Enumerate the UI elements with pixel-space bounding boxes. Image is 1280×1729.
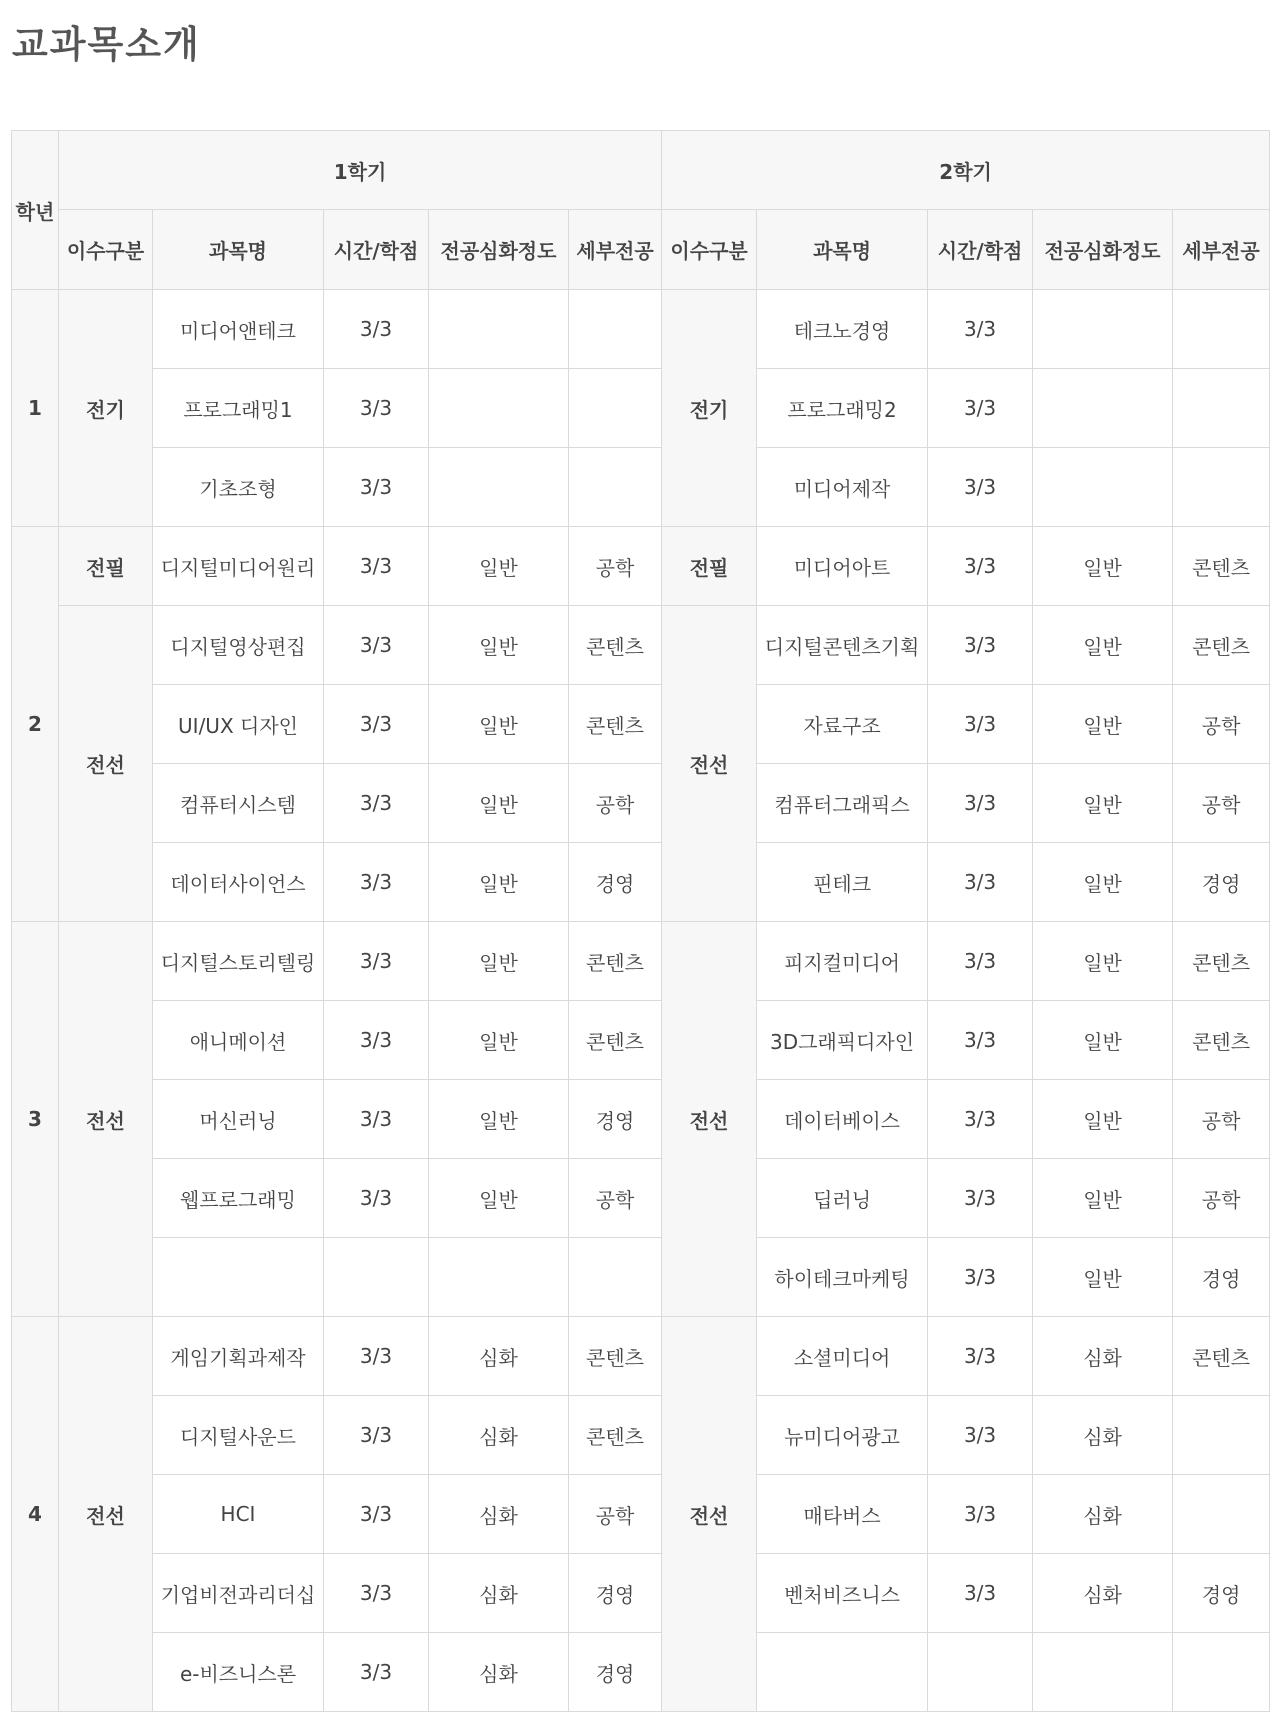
course-name-cell: 소셜미디어 bbox=[757, 1317, 928, 1396]
grade-cell: 3 bbox=[12, 922, 59, 1317]
course-name-cell: 머신러닝 bbox=[153, 1080, 324, 1159]
page-title: 교과목소개 bbox=[12, 23, 201, 66]
course-name-cell: 디지털미디어원리 bbox=[153, 527, 324, 606]
depth-cell: 일반 bbox=[1033, 843, 1173, 922]
credit-cell: 3/3 bbox=[928, 1159, 1033, 1238]
course-name-cell: 컴퓨터그래픽스 bbox=[757, 764, 928, 843]
table-row bbox=[12, 764, 1270, 843]
major-cell: 콘텐츠 bbox=[569, 1396, 662, 1475]
major-cell: 콘텐츠 bbox=[569, 922, 662, 1001]
major-cell: 콘텐츠 bbox=[1173, 527, 1270, 606]
course-name-cell: 데이터사이언스 bbox=[153, 843, 324, 922]
major-cell: 공학 bbox=[569, 1159, 662, 1238]
major-cell: 콘텐츠 bbox=[1173, 1317, 1270, 1396]
col-header-credit: 시간/학점 bbox=[928, 210, 1033, 290]
course-name-cell: 미디어아트 bbox=[757, 527, 928, 606]
course-name-cell: 핀테크 bbox=[757, 843, 928, 922]
major-cell: 공학 bbox=[1173, 685, 1270, 764]
course-type-cell: 전필 bbox=[59, 527, 153, 606]
col-header-course: 과목명 bbox=[153, 210, 324, 290]
credit-cell: 3/3 bbox=[928, 527, 1033, 606]
course-name-cell: 뉴미디어광고 bbox=[757, 1396, 928, 1475]
major-cell: 공학 bbox=[569, 1475, 662, 1554]
major-cell: 경영 bbox=[569, 1080, 662, 1159]
depth-cell: 심화 bbox=[1033, 1475, 1173, 1554]
semester1-header: 1학기 bbox=[59, 131, 662, 210]
credit-cell: 3/3 bbox=[928, 1475, 1033, 1554]
depth-cell: 일반 bbox=[1033, 764, 1173, 843]
table-row bbox=[12, 448, 1270, 527]
curriculum-body bbox=[12, 290, 1270, 1712]
course-name-cell: 피지컬미디어 bbox=[757, 922, 928, 1001]
course-name-cell bbox=[757, 1633, 928, 1712]
major-cell: 콘텐츠 bbox=[569, 685, 662, 764]
depth-cell bbox=[429, 1238, 569, 1317]
course-name-cell: 매타버스 bbox=[757, 1475, 928, 1554]
course-name-cell: 애니메이션 bbox=[153, 1001, 324, 1080]
major-cell: 경영 bbox=[1173, 843, 1270, 922]
course-name-cell: 미디어제작 bbox=[757, 448, 928, 527]
course-name-cell: e-비즈니스론 bbox=[153, 1633, 324, 1712]
major-cell: 공학 bbox=[1173, 1080, 1270, 1159]
course-name-cell: 벤처비즈니스 bbox=[757, 1554, 928, 1633]
major-cell: 경영 bbox=[1173, 1554, 1270, 1633]
col-header-credit: 시간/학점 bbox=[324, 210, 429, 290]
major-cell: 콘텐츠 bbox=[569, 1001, 662, 1080]
credit-cell: 3/3 bbox=[324, 764, 429, 843]
depth-cell: 일반 bbox=[429, 922, 569, 1001]
table-row bbox=[12, 922, 1270, 1001]
course-name-cell: 하이테크마케팅 bbox=[757, 1238, 928, 1317]
table-row bbox=[12, 843, 1270, 922]
major-cell: 경영 bbox=[569, 843, 662, 922]
credit-cell: 3/3 bbox=[928, 843, 1033, 922]
depth-cell bbox=[1033, 1633, 1173, 1712]
credit-cell: 3/3 bbox=[928, 922, 1033, 1001]
table-row bbox=[12, 1475, 1270, 1554]
credit-cell: 3/3 bbox=[928, 448, 1033, 527]
credit-cell: 3/3 bbox=[928, 290, 1033, 369]
course-type-cell: 전선 bbox=[662, 1317, 757, 1712]
semester2-header: 2학기 bbox=[662, 131, 1270, 210]
credit-cell: 3/3 bbox=[324, 369, 429, 448]
depth-cell bbox=[429, 290, 569, 369]
depth-cell: 일반 bbox=[429, 685, 569, 764]
credit-cell: 3/3 bbox=[324, 1080, 429, 1159]
course-name-cell: 기업비전과리더십 bbox=[153, 1554, 324, 1633]
grade-cell: 2 bbox=[12, 527, 59, 922]
course-name-cell: 자료구조 bbox=[757, 685, 928, 764]
depth-cell: 일반 bbox=[429, 764, 569, 843]
course-type-cell: 전선 bbox=[59, 606, 153, 922]
course-type-cell: 전선 bbox=[59, 1317, 153, 1712]
credit-cell bbox=[928, 1633, 1033, 1712]
course-name-cell: 웹프로그래밍 bbox=[153, 1159, 324, 1238]
course-name-cell: 디지털스토리텔링 bbox=[153, 922, 324, 1001]
course-name-cell: 프로그래밍2 bbox=[757, 369, 928, 448]
depth-cell: 일반 bbox=[1033, 922, 1173, 1001]
credit-cell: 3/3 bbox=[324, 290, 429, 369]
depth-cell: 심화 bbox=[1033, 1554, 1173, 1633]
course-type-cell: 전필 bbox=[662, 527, 757, 606]
major-cell: 공학 bbox=[569, 527, 662, 606]
table-row bbox=[12, 1001, 1270, 1080]
grade-header: 학년 bbox=[12, 131, 59, 290]
course-name-cell: 디지털사운드 bbox=[153, 1396, 324, 1475]
col-header-type: 이수구분 bbox=[662, 210, 757, 290]
major-cell: 공학 bbox=[569, 764, 662, 843]
depth-cell bbox=[429, 369, 569, 448]
depth-cell: 심화 bbox=[429, 1475, 569, 1554]
major-cell bbox=[569, 369, 662, 448]
table-row bbox=[12, 1080, 1270, 1159]
grade-cell: 4 bbox=[12, 1317, 59, 1712]
major-cell: 콘텐츠 bbox=[569, 606, 662, 685]
major-cell: 콘텐츠 bbox=[569, 1317, 662, 1396]
depth-cell: 일반 bbox=[1033, 1159, 1173, 1238]
depth-cell: 일반 bbox=[429, 606, 569, 685]
col-header-major: 세부전공 bbox=[1173, 210, 1270, 290]
major-cell: 경영 bbox=[569, 1554, 662, 1633]
table-row bbox=[12, 1554, 1270, 1633]
depth-cell: 심화 bbox=[1033, 1396, 1173, 1475]
major-cell bbox=[1173, 1633, 1270, 1712]
major-cell bbox=[1173, 290, 1270, 369]
credit-cell: 3/3 bbox=[928, 1080, 1033, 1159]
depth-cell: 일반 bbox=[429, 1159, 569, 1238]
depth-cell bbox=[1033, 448, 1173, 527]
major-cell bbox=[569, 290, 662, 369]
major-cell: 공학 bbox=[1173, 764, 1270, 843]
course-name-cell: HCI bbox=[153, 1475, 324, 1554]
credit-cell: 3/3 bbox=[324, 606, 429, 685]
table-row bbox=[12, 1159, 1270, 1238]
course-type-cell: 전기 bbox=[662, 290, 757, 527]
course-name-cell: 컴퓨터시스템 bbox=[153, 764, 324, 843]
credit-cell: 3/3 bbox=[928, 764, 1033, 843]
major-cell: 경영 bbox=[1173, 1238, 1270, 1317]
credit-cell: 3/3 bbox=[928, 1238, 1033, 1317]
course-name-cell: 3D그래픽디자인 bbox=[757, 1001, 928, 1080]
depth-cell bbox=[1033, 290, 1173, 369]
major-cell: 콘텐츠 bbox=[1173, 922, 1270, 1001]
credit-cell: 3/3 bbox=[324, 1001, 429, 1080]
major-cell: 공학 bbox=[1173, 1159, 1270, 1238]
major-cell bbox=[1173, 1396, 1270, 1475]
depth-cell: 일반 bbox=[1033, 685, 1173, 764]
credit-cell: 3/3 bbox=[928, 1554, 1033, 1633]
credit-cell: 3/3 bbox=[928, 1001, 1033, 1080]
depth-cell: 일반 bbox=[1033, 1001, 1173, 1080]
credit-cell: 3/3 bbox=[324, 1159, 429, 1238]
course-name-cell bbox=[153, 1238, 324, 1317]
depth-cell: 일반 bbox=[429, 843, 569, 922]
table-row bbox=[12, 1633, 1270, 1712]
course-type-cell: 전선 bbox=[59, 922, 153, 1317]
depth-cell: 일반 bbox=[1033, 527, 1173, 606]
credit-cell: 3/3 bbox=[324, 1475, 429, 1554]
credit-cell: 3/3 bbox=[324, 1554, 429, 1633]
table-row bbox=[12, 527, 1270, 606]
table-row bbox=[12, 290, 1270, 369]
grade-cell: 1 bbox=[12, 290, 59, 527]
credit-cell: 3/3 bbox=[324, 1317, 429, 1396]
credit-cell: 3/3 bbox=[324, 527, 429, 606]
table-row bbox=[12, 1396, 1270, 1475]
depth-cell: 심화 bbox=[429, 1633, 569, 1712]
course-name-cell: 기초조형 bbox=[153, 448, 324, 527]
credit-cell: 3/3 bbox=[324, 448, 429, 527]
course-name-cell: 프로그래밍1 bbox=[153, 369, 324, 448]
course-type-cell: 전선 bbox=[662, 922, 757, 1317]
depth-cell: 심화 bbox=[429, 1554, 569, 1633]
course-name-cell: 게임기획과제작 bbox=[153, 1317, 324, 1396]
col-header-depth: 전공심화정도 bbox=[429, 210, 569, 290]
major-cell bbox=[569, 448, 662, 527]
depth-cell: 일반 bbox=[429, 1001, 569, 1080]
depth-cell: 일반 bbox=[1033, 1080, 1173, 1159]
col-header-depth: 전공심화정도 bbox=[1033, 210, 1173, 290]
course-name-cell: 미디어앤테크 bbox=[153, 290, 324, 369]
col-header-course: 과목명 bbox=[757, 210, 928, 290]
major-cell: 콘텐츠 bbox=[1173, 606, 1270, 685]
course-type-cell: 전기 bbox=[59, 290, 153, 527]
depth-cell: 일반 bbox=[1033, 1238, 1173, 1317]
major-cell: 경영 bbox=[569, 1633, 662, 1712]
major-cell bbox=[1173, 448, 1270, 527]
credit-cell: 3/3 bbox=[928, 685, 1033, 764]
credit-cell: 3/3 bbox=[928, 606, 1033, 685]
depth-cell: 일반 bbox=[1033, 606, 1173, 685]
table-row bbox=[12, 1317, 1270, 1396]
credit-cell: 3/3 bbox=[928, 369, 1033, 448]
credit-cell: 3/3 bbox=[324, 1396, 429, 1475]
course-type-cell: 전선 bbox=[662, 606, 757, 922]
depth-cell: 일반 bbox=[429, 1080, 569, 1159]
credit-cell bbox=[324, 1238, 429, 1317]
course-name-cell: 디지털영상편집 bbox=[153, 606, 324, 685]
major-cell: 콘텐츠 bbox=[1173, 1001, 1270, 1080]
col-header-type: 이수구분 bbox=[59, 210, 153, 290]
credit-cell: 3/3 bbox=[324, 843, 429, 922]
curriculum-table bbox=[11, 130, 1270, 1712]
depth-cell bbox=[429, 448, 569, 527]
course-name-cell: UI/UX 디자인 bbox=[153, 685, 324, 764]
table-row bbox=[12, 606, 1270, 685]
depth-cell: 심화 bbox=[429, 1317, 569, 1396]
table-row bbox=[12, 369, 1270, 448]
course-name-cell: 디지털콘텐츠기획 bbox=[757, 606, 928, 685]
credit-cell: 3/3 bbox=[324, 922, 429, 1001]
depth-cell: 일반 bbox=[429, 527, 569, 606]
depth-cell bbox=[1033, 369, 1173, 448]
table-row bbox=[12, 685, 1270, 764]
major-cell bbox=[1173, 369, 1270, 448]
depth-cell: 심화 bbox=[1033, 1317, 1173, 1396]
course-name-cell: 데이터베이스 bbox=[757, 1080, 928, 1159]
major-cell bbox=[569, 1238, 662, 1317]
credit-cell: 3/3 bbox=[324, 1633, 429, 1712]
credit-cell: 3/3 bbox=[928, 1396, 1033, 1475]
course-name-cell: 딥러닝 bbox=[757, 1159, 928, 1238]
credit-cell: 3/3 bbox=[324, 685, 429, 764]
table-row bbox=[12, 1238, 1270, 1317]
col-header-major: 세부전공 bbox=[569, 210, 662, 290]
credit-cell: 3/3 bbox=[928, 1317, 1033, 1396]
major-cell bbox=[1173, 1475, 1270, 1554]
course-name-cell: 테크노경영 bbox=[757, 290, 928, 369]
depth-cell: 심화 bbox=[429, 1396, 569, 1475]
